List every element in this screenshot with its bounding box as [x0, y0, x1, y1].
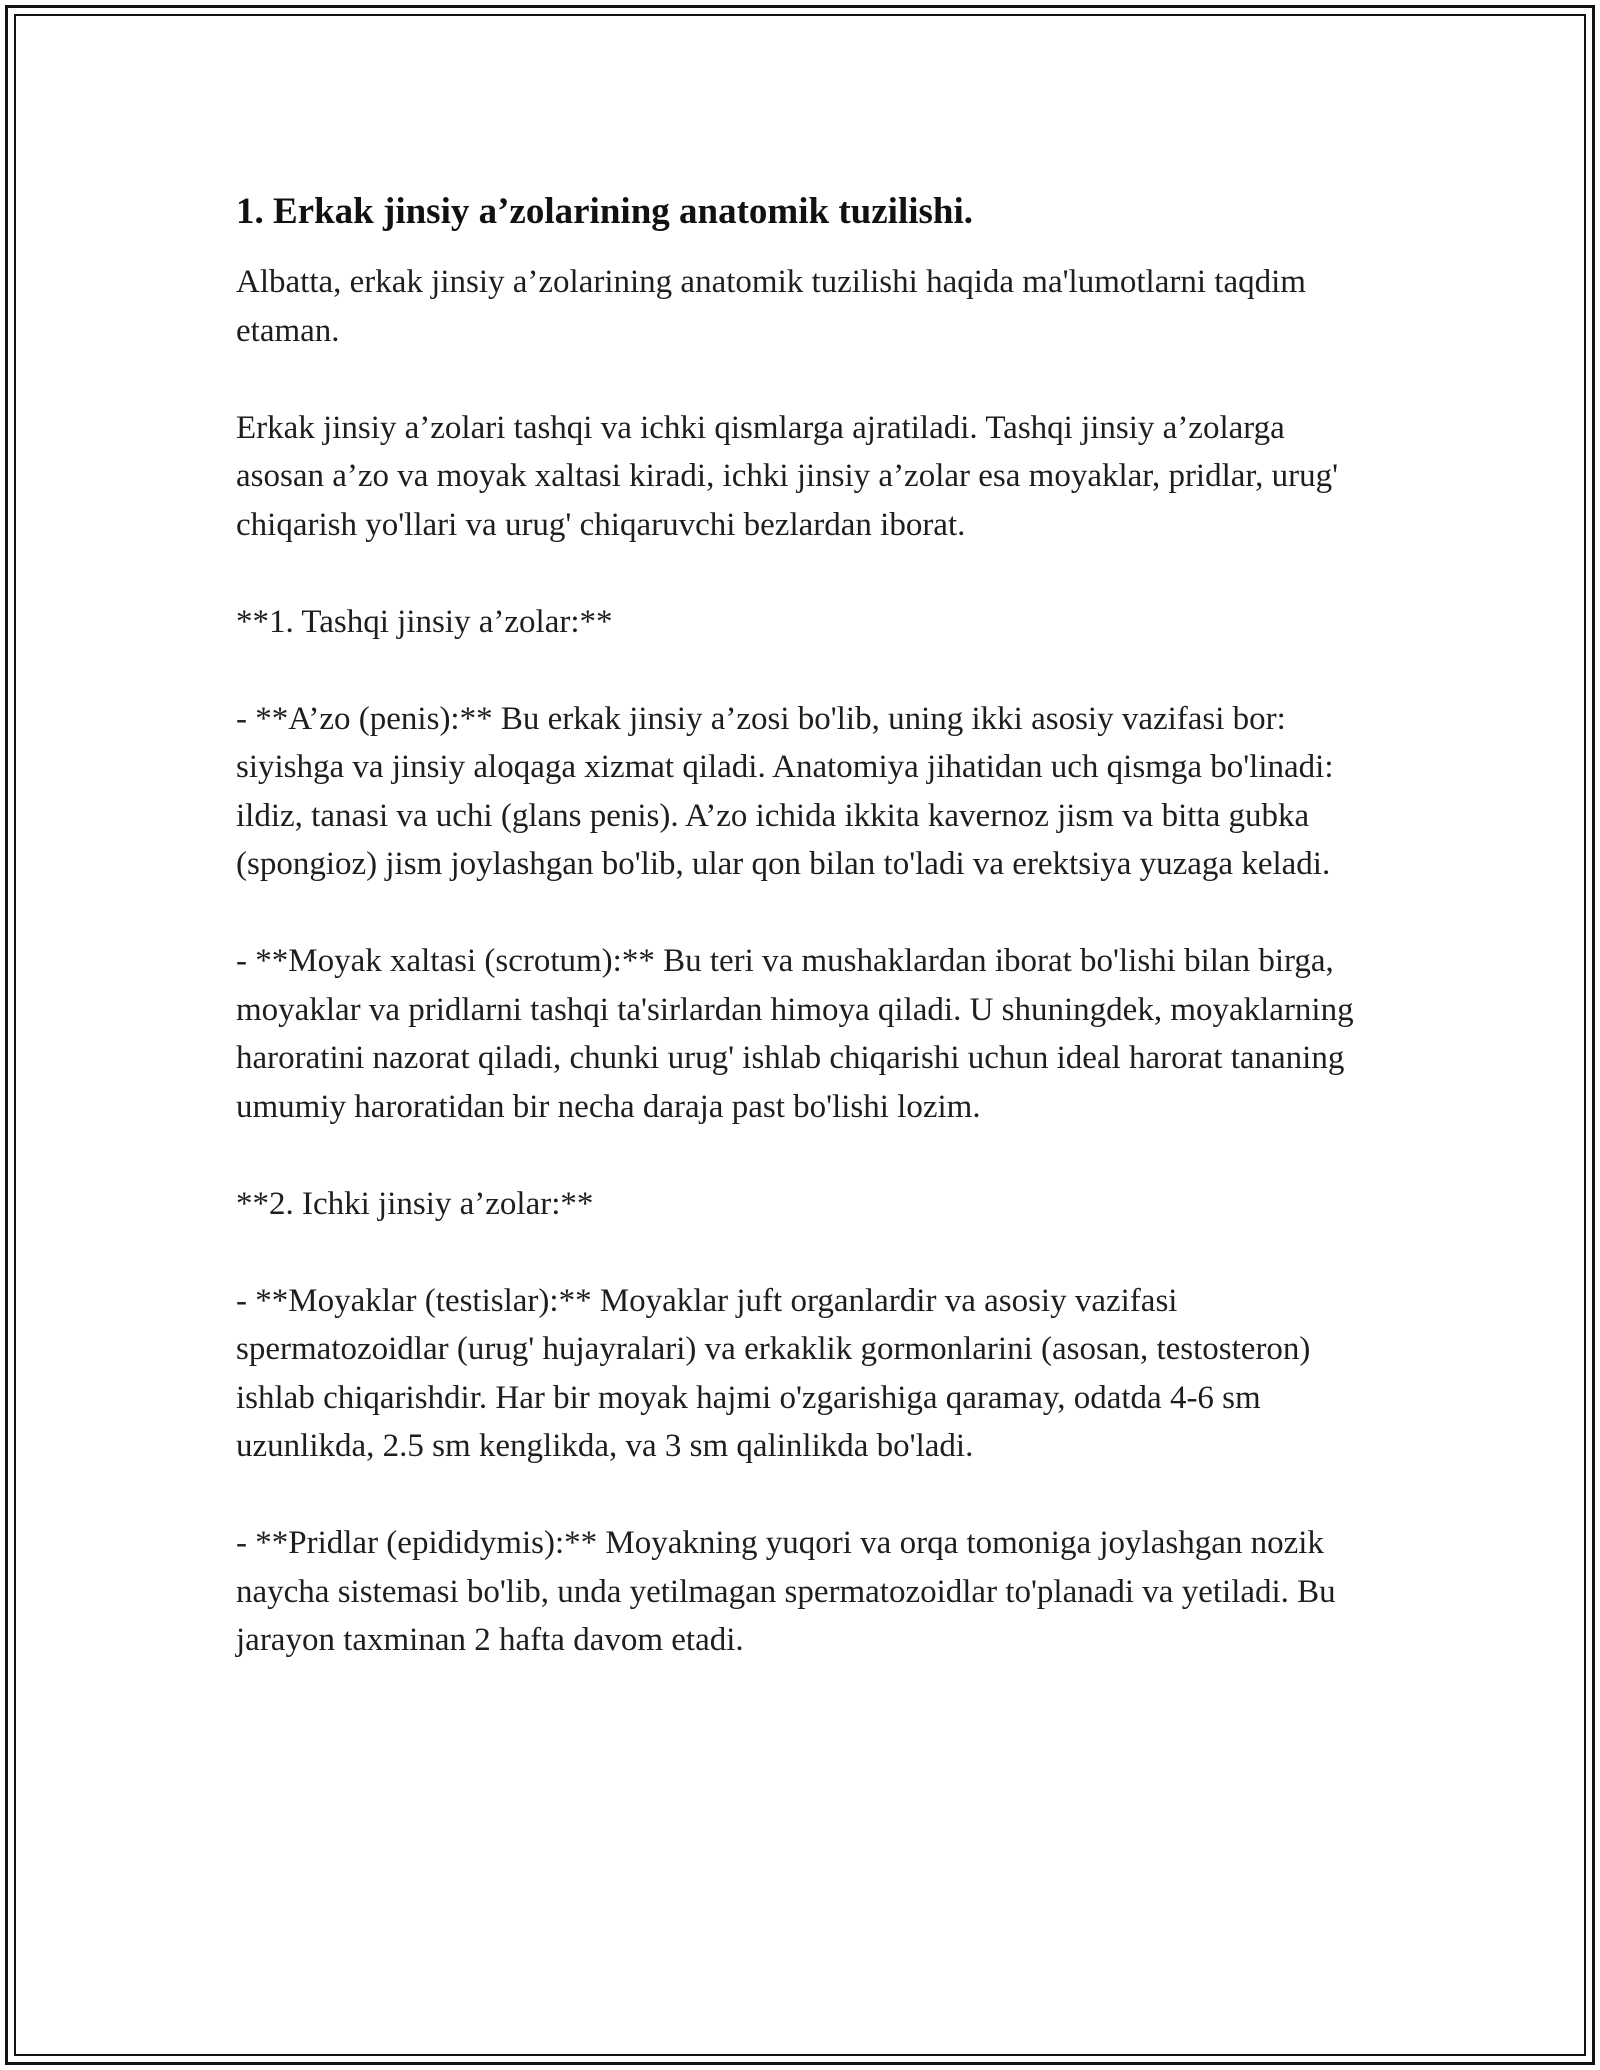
paragraph-scrotum: - **Moyak xaltasi (scrotum):** Bu teri va mushaklardan iborat bo'lishi bilan birga, moyaklar va pridlarni tashqi ta'sirlardan himoya qiladi. U shuningdek, moyaklarning haroratini nazorat qiladi, chunki urug' ishlab chiqarishi uchun ideal harorat tananing umumiy haroratidan bir necha daraja past bo'lishi lozim. [236, 943, 1354, 1125]
page-title: 1. Erkak jinsiy a’zolarining anatomik tuzilishi. [236, 191, 974, 232]
section-heading-internal: **2. Ichki jinsiy a’zolar:** [236, 1185, 594, 1222]
paragraph-overview: Erkak jinsiy a’zolari tashqi va ichki qismlarga ajratiladi. Tashqi jinsiy a’zolarga asosan a’zo va moyak xaltasi kiradi, ichki jinsiy a’zolar esa moyaklar, pridlar, urug' chiqarish yo'llari va urug' chiqaruvchi bezlardan iborat. [236, 409, 1339, 543]
paragraph-penis: - **A’zo (penis):** Bu erkak jinsiy a’zosi bo'lib, uning ikki asosiy vazifasi bor: siyishga va jinsiy aloqaga xizmat qiladi. Anatomiya jihatidan uch qismga bo'linadi: ildiz, tanasi va uchi (glans penis). A’zo ichida ikkita kavernoz jism va bitta gubka (spongioz) jism joylashgan bo'lib, ular qon bilan to'ladi va erektsiya yuzaga keladi. [236, 700, 1334, 882]
paragraph-testes: - **Moyaklar (testislar):** Moyaklar juft organlardir va asosiy vazifasi spermatozoidlar (urug' hujayralari) va erkaklik gormonlarini (asosan, testosteron) ishlab chiqarishdir. Har bir moyak hajmi o'zgarishiga qaramay, odatda 4-6 sm uzunlikda, 2.5 sm kenglikda, va 3 sm qalinlikda bo'ladi. [236, 1282, 1311, 1464]
paragraph-epididymis: - **Pridlar (epididymis):** Moyakning yuqori va orqa tomoniga joylashgan nozik naycha sistemasi bo'lib, unda yetilmagan spermatozoidlar to'planadi va yetiladi. Bu jarayon taxminan 2 hafta davom etadi. [236, 1525, 1336, 1658]
document-body [236, 186, 1366, 1713]
paragraph-intro: Albatta, erkak jinsiy a’zolarining anatomik tuzilishi haqida ma'lumotlarni taqdim etaman. [236, 264, 1306, 349]
section-heading-external: **1. Tashqi jinsiy a’zolar:** [236, 603, 613, 640]
